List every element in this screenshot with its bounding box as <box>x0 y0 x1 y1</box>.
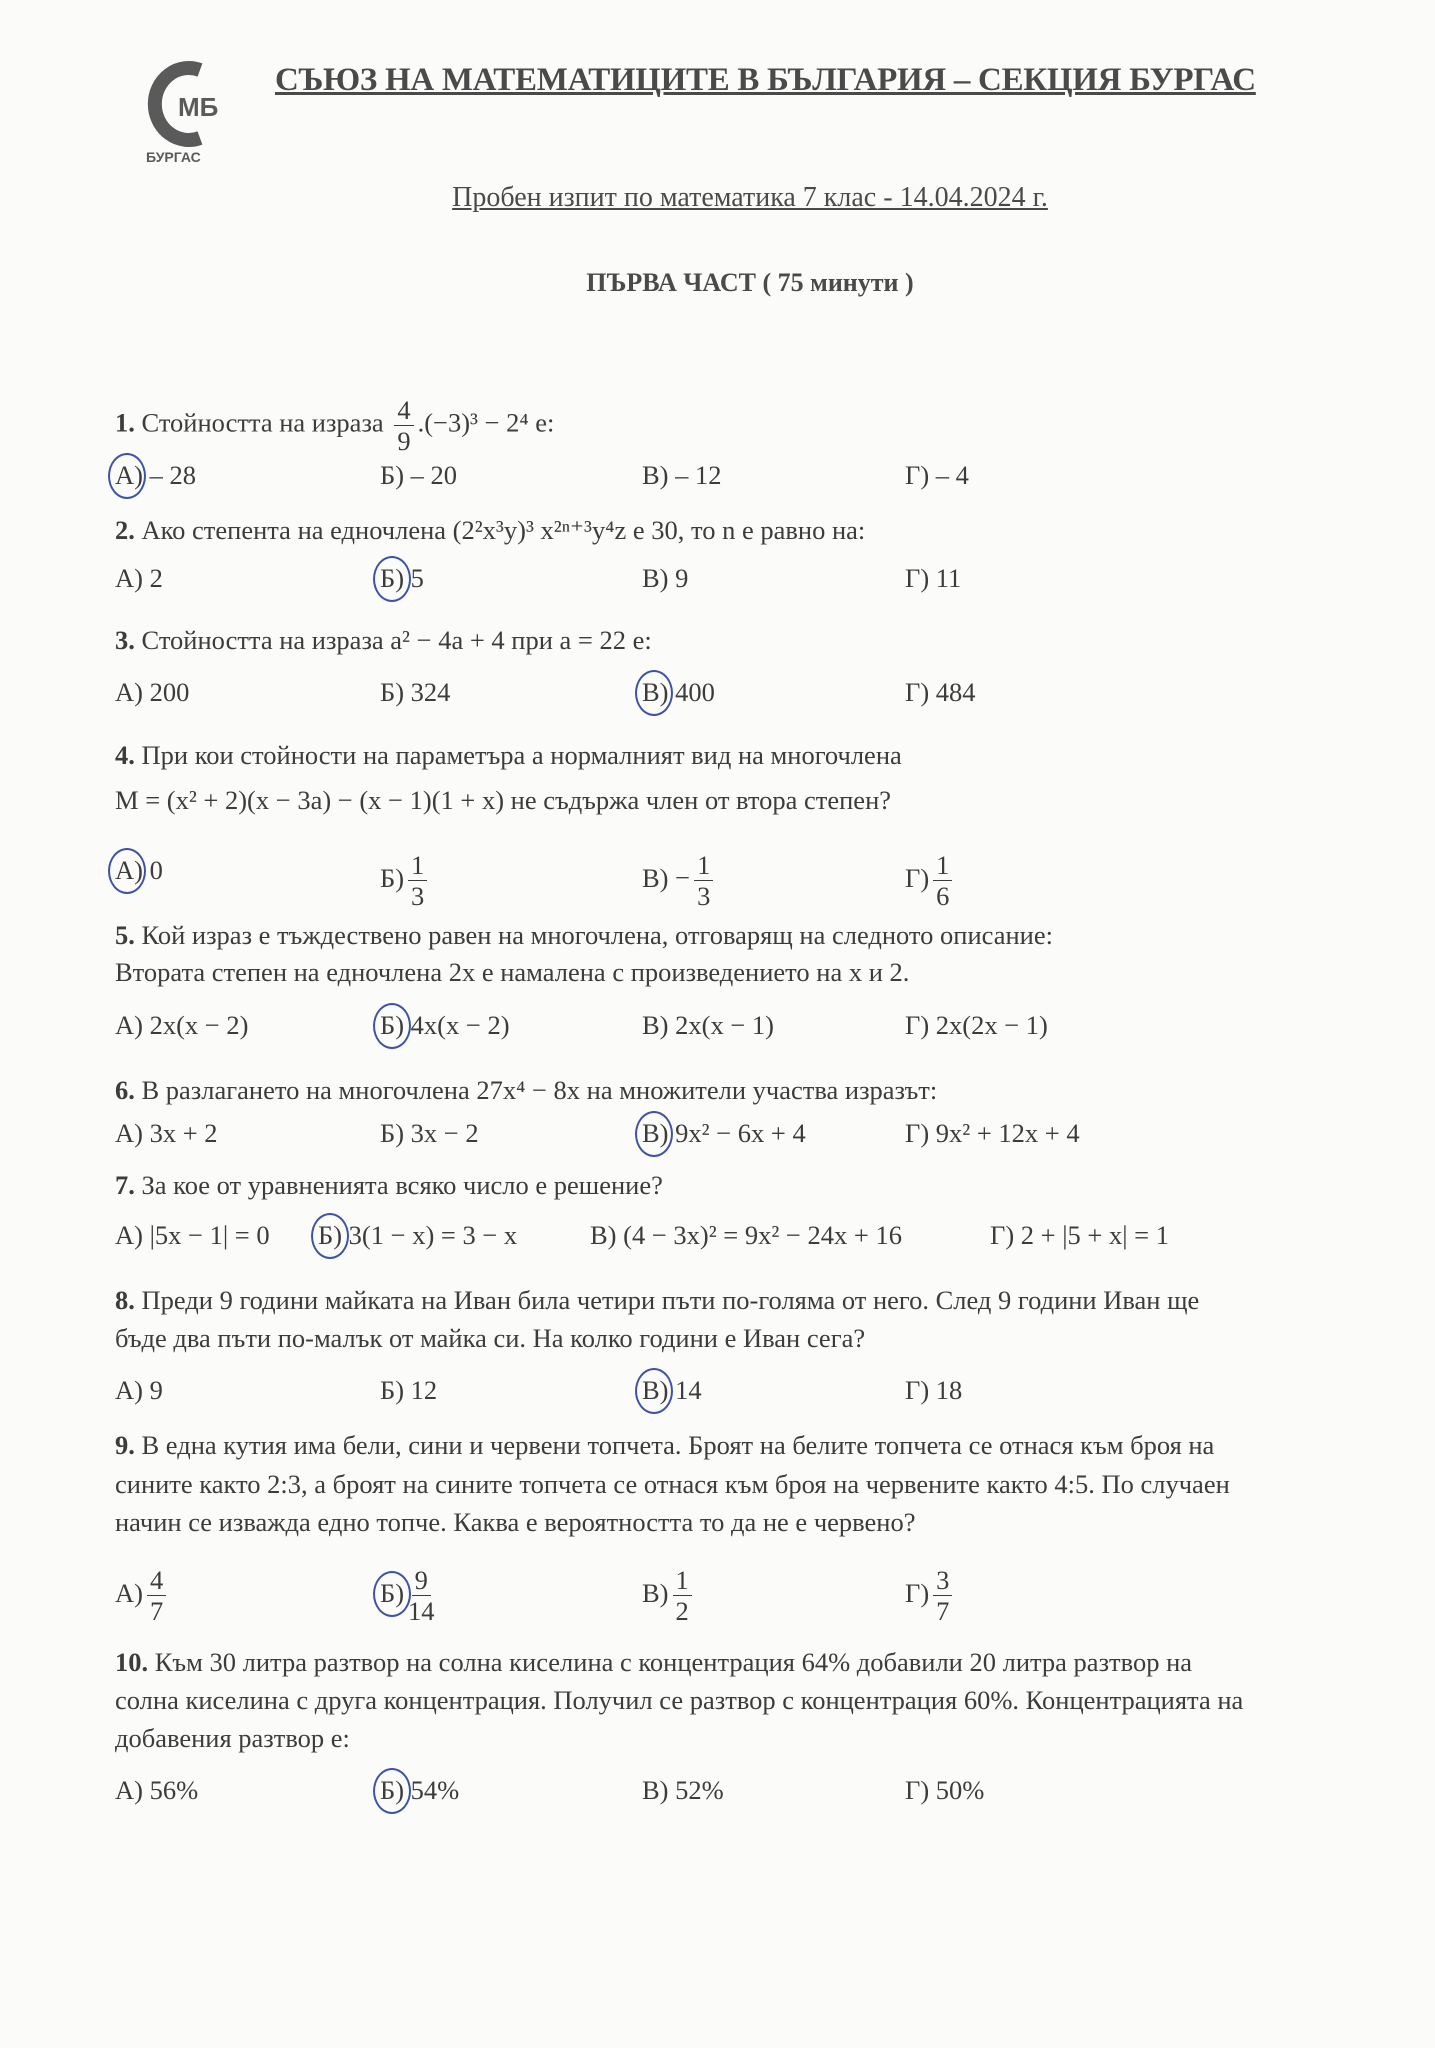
answer-option[interactable] <box>115 1370 163 1410</box>
question-text: При кои стойности на параметъра a нормалният вид на многочлена <box>141 740 902 770</box>
question-3-line <box>115 620 652 660</box>
answer-option[interactable] <box>905 1005 1048 1045</box>
option-value: 3x − 2 <box>404 1118 479 1148</box>
option-letter: А) <box>115 1220 143 1250</box>
option-value: 54% <box>404 1775 460 1805</box>
question-number: 5. <box>115 920 135 950</box>
answer-option[interactable] <box>642 1770 724 1810</box>
numerator: 1 <box>933 850 952 881</box>
answer-option[interactable] <box>115 1005 248 1045</box>
question-number: 2. <box>115 515 135 545</box>
option-value: 52% <box>668 1775 724 1805</box>
answer-option[interactable] <box>642 1370 702 1410</box>
answer-option[interactable] <box>642 455 722 495</box>
question-text: .(−3)³ − 2⁴ е: <box>417 407 555 438</box>
question-text: бъде два пъти по-малък от майка си. На колко години е Иван сега? <box>115 1323 866 1353</box>
question-10-line <box>115 1680 1243 1720</box>
answer-option[interactable] <box>115 1215 270 1255</box>
option-letter: Б) <box>380 677 405 707</box>
fraction <box>933 1565 952 1626</box>
option-value: 14 <box>668 1375 702 1405</box>
svg-text:МБ: МБ <box>178 92 219 122</box>
option-letter: В) <box>642 1775 669 1805</box>
answer-option[interactable] <box>642 850 717 911</box>
question-number: 1. <box>115 407 135 438</box>
denominator: 6 <box>936 881 950 911</box>
option-value: 12 <box>404 1375 438 1405</box>
svg-text:БУРГАС: БУРГАС <box>146 149 201 165</box>
option-letter: Г) <box>905 1775 930 1805</box>
option-value: 5 <box>404 563 424 593</box>
option-letter: Г) <box>905 1577 930 1608</box>
option-letter: Г) <box>905 1375 930 1405</box>
question-2-line <box>115 510 865 550</box>
option-letter: А) <box>115 1775 143 1805</box>
option-letter: В) <box>642 672 669 712</box>
option-letter: А) <box>115 1577 143 1608</box>
option-letter: Г) <box>905 1010 930 1040</box>
option-letter: А) <box>115 677 143 707</box>
question-5-line <box>115 915 1053 955</box>
answer-option[interactable] <box>990 1215 1169 1255</box>
answer-option[interactable] <box>115 1565 170 1626</box>
option-letter: В) <box>642 460 669 490</box>
answer-option[interactable] <box>905 1770 984 1810</box>
numerator: 1 <box>673 1565 692 1596</box>
question-9-line <box>115 1464 1230 1504</box>
answer-option[interactable] <box>905 455 969 495</box>
question-10-line <box>115 1718 350 1758</box>
answer-option[interactable] <box>642 1005 774 1045</box>
answer-option[interactable] <box>642 1565 696 1626</box>
option-value: 2x(2x − 1) <box>929 1010 1048 1040</box>
option-letter: В) <box>642 1113 669 1153</box>
numerator: 1 <box>694 850 713 881</box>
question-text: В една кутия има бели, сини и червени топчета. Броят на белите топчета се отнася към броя на <box>141 1430 1215 1460</box>
question-text: В разлагането на многочлена 27x⁴ − 8x на множители участва изразът: <box>141 1075 938 1105</box>
option-letter: А) <box>115 1375 143 1405</box>
option-value: – 28 <box>142 460 196 490</box>
question-number: 8. <box>115 1285 135 1315</box>
answer-option[interactable] <box>380 1770 459 1810</box>
question-10-line <box>115 1642 1192 1682</box>
answer-option[interactable] <box>115 1770 198 1810</box>
option-value: 9 <box>668 563 689 593</box>
option-letter: В) <box>642 1577 669 1608</box>
answer-option[interactable] <box>905 1565 956 1626</box>
option-value: – 20 <box>404 460 458 490</box>
question-9-line <box>115 1502 915 1542</box>
question-1-line <box>115 395 555 456</box>
answer-option[interactable] <box>115 850 163 890</box>
answer-option[interactable] <box>905 558 961 598</box>
question-text: начин се изважда едно топче. Каква е вероятността то да не е червено? <box>115 1507 916 1537</box>
question-text: Преди 9 години майката на Иван била четири пъти по-голяма от него. След 9 години Иван ще <box>141 1285 1200 1315</box>
answer-option[interactable] <box>115 455 196 495</box>
answer-option[interactable] <box>380 1370 437 1410</box>
option-letter: Г) <box>905 862 930 893</box>
option-letter: Б) <box>380 1005 404 1045</box>
option-letter: Б) <box>380 862 405 893</box>
option-value: 9 <box>142 1375 163 1405</box>
fraction <box>408 850 427 911</box>
option-letter: В) <box>642 1010 669 1040</box>
option-letter: В) <box>590 1220 617 1250</box>
numerator: 4 <box>394 395 413 426</box>
option-letter: А) <box>115 1010 143 1040</box>
part-heading: ПЪРВА ЧАСТ ( 75 минути ) <box>586 268 914 297</box>
answer-option[interactable] <box>642 672 715 712</box>
option-value: 2x(x − 1) <box>668 1010 774 1040</box>
organization-title: СЪЮЗ НА МАТЕМАТИЦИТЕ В БЪЛГАРИЯ – СЕКЦИЯ БУРГАС <box>275 62 1256 98</box>
numerator: 9 <box>412 1565 431 1596</box>
question-text: За кое от уравненията всяко число е решение? <box>141 1170 663 1200</box>
option-value: (4 − 3x)² = 9x² − 24x + 16 <box>616 1220 902 1250</box>
answer-option[interactable] <box>115 1113 218 1153</box>
numerator: 4 <box>147 1565 166 1596</box>
question-8-line <box>115 1280 1199 1320</box>
answer-option[interactable] <box>380 1113 479 1153</box>
option-value: 400 <box>668 677 715 707</box>
option-letter: Б) <box>380 1573 404 1613</box>
option-value: 9x² − 6x + 4 <box>668 1118 806 1148</box>
answer-option[interactable] <box>380 1565 439 1626</box>
numerator: 3 <box>933 1565 952 1596</box>
answer-option[interactable] <box>905 672 976 712</box>
answer-option[interactable] <box>642 1113 806 1153</box>
option-value: 9x² + 12x + 4 <box>929 1118 1080 1148</box>
denominator: 14 <box>408 1596 435 1626</box>
answer-option[interactable] <box>380 455 457 495</box>
fraction <box>673 1565 692 1626</box>
denominator: 3 <box>411 881 425 911</box>
option-value: 2 <box>142 563 163 593</box>
answer-option[interactable] <box>642 558 688 598</box>
question-text: Към 30 литра разтвор на солна киселина с концентрация 64% добавили 20 литра разтвор на <box>154 1647 1193 1677</box>
question-text: Ако степента на едночлена (2²x³y)³ x²ⁿ⁺³y⁴z е 30, то n е равно на: <box>141 515 866 545</box>
question-text: Втората степен на едночлена 2x е намалена с произведението на x и 2. <box>115 957 910 987</box>
question-number: 3. <box>115 625 135 655</box>
option-value: 3x + 2 <box>142 1118 218 1148</box>
denominator: 7 <box>149 1596 164 1626</box>
option-letter: Г) <box>905 460 930 490</box>
option-value: − <box>668 862 691 893</box>
answer-option[interactable] <box>905 1113 1080 1153</box>
option-letter: В) <box>642 563 669 593</box>
question-number: 7. <box>115 1170 135 1200</box>
option-letter: В) <box>642 862 669 893</box>
answer-option[interactable] <box>115 672 189 712</box>
answer-option[interactable] <box>905 1370 962 1410</box>
fraction <box>408 1565 435 1626</box>
question-9-line <box>115 1425 1214 1465</box>
question-5-line <box>115 952 909 992</box>
fraction <box>694 850 713 911</box>
option-value: 11 <box>929 563 962 593</box>
question-text: солна киселина с друга концентрация. Получил се разтвор с концентрация 60%. Концентрацията на <box>115 1685 1244 1715</box>
option-value: 4x(x − 2) <box>404 1010 510 1040</box>
option-letter: А) <box>115 563 143 593</box>
denominator: 3 <box>697 881 711 911</box>
exam-subtitle: Пробен изпит по математика 7 клас - 14.04.2024 г. <box>452 182 1048 213</box>
question-number: 9. <box>115 1430 135 1460</box>
option-value: 200 <box>142 677 190 707</box>
denominator: 9 <box>397 426 411 456</box>
question-4-line <box>115 735 902 775</box>
option-value: – 12 <box>668 460 722 490</box>
fraction <box>394 395 413 456</box>
question-text: сините както 2:3, а броят на сините топчета се отнася към броя на червените както 4:5. По случаен <box>115 1469 1230 1499</box>
option-letter: Г) <box>905 1118 930 1148</box>
question-text: Кой израз е тъждествено равен на многочлена, отговарящ на следното описание: <box>141 920 1053 950</box>
option-value: 324 <box>404 677 451 707</box>
option-value: 50% <box>929 1775 985 1805</box>
option-value: – 4 <box>929 460 969 490</box>
option-letter: А) <box>115 850 143 890</box>
option-value: 3(1 − x) = 3 − x <box>342 1220 518 1250</box>
option-value: 18 <box>929 1375 963 1405</box>
option-letter: Б) <box>380 1770 404 1810</box>
question-text: M = (x² + 2)(x − 3a) − (x − 1)(1 + x) не съдържа член от втора степен? <box>115 785 892 815</box>
question-text: Стойността на израза <box>141 407 391 438</box>
answer-option[interactable] <box>380 850 431 911</box>
answer-option[interactable] <box>380 1005 510 1045</box>
option-letter: Г) <box>990 1220 1015 1250</box>
answer-option[interactable] <box>905 850 956 911</box>
option-letter: Б) <box>380 460 405 490</box>
question-6-line <box>115 1070 937 1110</box>
answer-option[interactable] <box>380 672 450 712</box>
answer-option[interactable] <box>318 1215 517 1255</box>
question-4-line <box>115 780 891 820</box>
option-letter: А) <box>115 455 143 495</box>
option-value: |5x − 1| = 0 <box>142 1220 270 1250</box>
question-8-line <box>115 1318 865 1358</box>
option-letter: Б) <box>380 558 404 598</box>
option-value: 56% <box>142 1775 199 1805</box>
smb-logo <box>138 56 228 166</box>
denominator: 7 <box>936 1596 950 1626</box>
option-letter: Б) <box>318 1215 342 1255</box>
answer-option[interactable] <box>115 558 163 598</box>
option-letter: Г) <box>905 677 930 707</box>
option-letter: Б) <box>380 1118 405 1148</box>
option-letter: Б) <box>380 1375 405 1405</box>
option-value: 0 <box>142 855 163 885</box>
numerator: 1 <box>408 850 427 881</box>
option-letter: А) <box>115 1118 143 1148</box>
question-7-line <box>115 1165 663 1205</box>
question-number: 4. <box>115 740 135 770</box>
question-text: добавения разтвор е: <box>115 1723 350 1753</box>
fraction <box>933 850 952 911</box>
answer-option[interactable] <box>590 1215 902 1255</box>
option-value: 2x(x − 2) <box>142 1010 249 1040</box>
denominator: 2 <box>675 1596 689 1626</box>
answer-option[interactable] <box>380 558 424 598</box>
question-number: 6. <box>115 1075 135 1105</box>
question-number: 10. <box>115 1647 149 1677</box>
option-letter: В) <box>642 1370 669 1410</box>
question-text: Стойността на израза a² − 4a + 4 при a = 22 е: <box>141 625 652 655</box>
option-value: 484 <box>929 677 976 707</box>
fraction <box>147 1565 166 1626</box>
option-letter: Г) <box>905 563 930 593</box>
option-value: 2 + |5 + x| = 1 <box>1014 1220 1169 1250</box>
